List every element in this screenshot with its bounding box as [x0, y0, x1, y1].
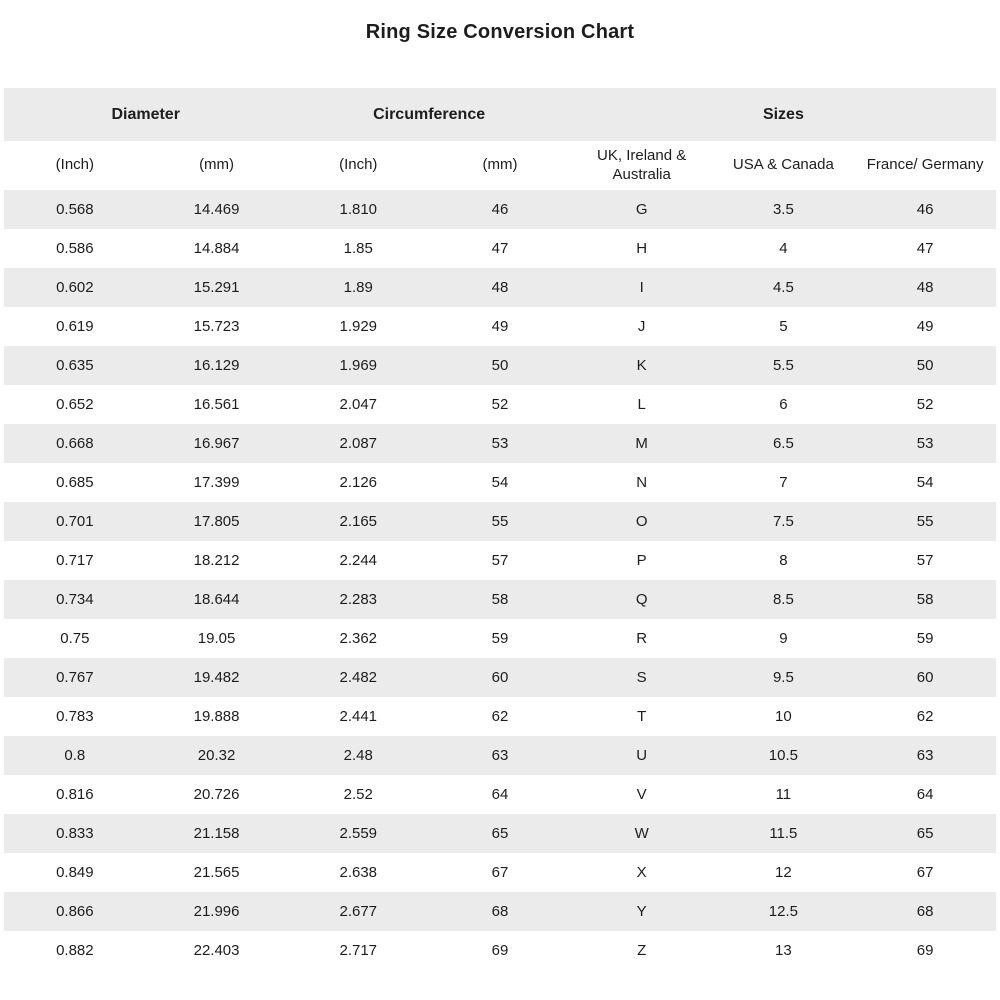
conversion-table [4, 88, 996, 970]
table-cell: 0.816 [56, 786, 94, 803]
table-cell: 0.685 [56, 474, 94, 491]
table-cell: 68 [491, 903, 509, 920]
table-cell: 64 [491, 786, 509, 803]
table-row [4, 502, 996, 541]
table-cell: K [636, 357, 647, 374]
table-cell: 59 [491, 630, 509, 647]
table-row [4, 307, 996, 346]
table-cell: 48 [916, 279, 934, 296]
table-cell: 2.441 [339, 708, 378, 725]
table-cell: 7 [779, 474, 788, 491]
table-cell: 60 [916, 669, 934, 686]
table-cell: 1.929 [339, 318, 378, 335]
table-cell: 57 [491, 552, 509, 569]
table-cell: 10.5 [768, 747, 798, 764]
table-cell: 54 [916, 474, 934, 491]
table-cell: 2.677 [339, 903, 378, 920]
column-header-diameter-inch: (Inch) [55, 156, 95, 174]
table-cell: 48 [491, 279, 509, 296]
table-cell: 2.52 [343, 786, 373, 803]
table-cell: 67 [916, 864, 934, 881]
table-cell: 60 [491, 669, 509, 686]
table-cell: N [636, 474, 648, 491]
table-cell: 7.5 [772, 513, 794, 530]
table-row [4, 385, 996, 424]
table-cell: 0.734 [56, 591, 94, 608]
table-cell: 1.89 [343, 279, 373, 296]
table-cell: 49 [916, 318, 934, 335]
table-cell: 58 [491, 591, 509, 608]
table-cell: M [635, 435, 648, 452]
table-cell: 6.5 [772, 435, 794, 452]
group-header-circumference: Circumference [373, 105, 486, 123]
table-cell: 2.087 [339, 435, 378, 452]
column-header-row [4, 141, 996, 190]
table-cell: 1.85 [343, 240, 373, 257]
table-cell: 2.638 [339, 864, 378, 881]
table-cell: 17.399 [193, 474, 240, 491]
table-cell: 67 [491, 864, 509, 881]
table-cell: 21.158 [193, 825, 240, 842]
table-cell: 6 [779, 396, 788, 413]
table-row [4, 463, 996, 502]
column-group-row [4, 88, 996, 141]
table-row [4, 775, 996, 814]
table-cell: 16.967 [193, 435, 240, 452]
table-cell: 20.32 [197, 747, 236, 764]
table-cell: 0.849 [56, 864, 94, 881]
table-cell: 20.726 [193, 786, 240, 803]
table-cell: 0.8 [64, 747, 86, 764]
table-cell: 64 [916, 786, 934, 803]
table-cell: 0.717 [56, 552, 94, 569]
table-cell: 2.126 [339, 474, 378, 491]
table-cell: 2.362 [339, 630, 378, 647]
table-cell: 13 [775, 942, 792, 959]
column-header-uk-ireland-australia: UK, Ireland & Australia [597, 146, 687, 183]
table-cell: 63 [491, 747, 509, 764]
table-cell: 2.047 [339, 396, 378, 413]
table-cell: 17.805 [193, 513, 240, 530]
table-cell: 12.5 [768, 903, 798, 920]
table-cell: 4.5 [772, 279, 794, 296]
table-cell: 8 [779, 552, 788, 569]
table-cell: X [636, 864, 647, 881]
table-cell: 53 [491, 435, 509, 452]
table-cell: 14.469 [193, 201, 240, 218]
table-cell: 46 [916, 201, 934, 218]
table-cell: 68 [916, 903, 934, 920]
table-cell: G [635, 201, 648, 218]
table-body [4, 190, 996, 970]
table-cell: 69 [916, 942, 934, 959]
table-cell: 15.723 [193, 318, 240, 335]
table-cell: 62 [491, 708, 509, 725]
table-cell: 55 [916, 513, 934, 530]
table-cell: 19.888 [193, 708, 240, 725]
table-cell: 0.619 [56, 318, 94, 335]
table-cell: 55 [491, 513, 509, 530]
table-cell: 0.586 [56, 240, 94, 257]
table-cell: 9.5 [772, 669, 794, 686]
table-cell: U [636, 747, 648, 764]
table-cell: 58 [916, 591, 934, 608]
table-cell: 12 [775, 864, 792, 881]
table-cell: 0.701 [56, 513, 94, 530]
table-cell: 0.767 [56, 669, 94, 686]
page-title: Ring Size Conversion Chart [365, 21, 635, 43]
table-row [4, 268, 996, 307]
table-row [4, 658, 996, 697]
table-cell: 18.644 [193, 591, 240, 608]
table-cell: 2.283 [339, 591, 378, 608]
table-cell: 54 [491, 474, 509, 491]
table-cell: 1.810 [339, 201, 378, 218]
table-cell: 62 [916, 708, 934, 725]
table-cell: 65 [916, 825, 934, 842]
table-cell: 16.129 [193, 357, 240, 374]
table-cell: V [636, 786, 647, 803]
table-cell: 53 [916, 435, 934, 452]
table-row [4, 346, 996, 385]
table-cell: 15.291 [193, 279, 240, 296]
table-cell: J [637, 318, 646, 335]
table-cell: 2.165 [339, 513, 378, 530]
table-cell: 0.652 [56, 396, 94, 413]
table-cell: 2.717 [339, 942, 378, 959]
table-cell: 11 [775, 786, 792, 803]
table-row [4, 229, 996, 268]
table-row [4, 424, 996, 463]
column-header-circumference-mm: (mm) [482, 156, 518, 174]
table-cell: 22.403 [193, 942, 240, 959]
table-row [4, 853, 996, 892]
table-cell: 8.5 [772, 591, 794, 608]
table-row [4, 931, 996, 970]
group-header-sizes: Sizes [762, 105, 804, 123]
table-cell: 19.05 [197, 630, 236, 647]
table-cell: 14.884 [193, 240, 240, 257]
table-cell: 2.48 [343, 747, 373, 764]
table-cell: Y [636, 903, 647, 920]
table-cell: W [634, 825, 649, 842]
table-cell: 0.635 [56, 357, 94, 374]
table-cell: S [636, 669, 647, 686]
column-header-france-germany: France/ Germany [866, 156, 984, 174]
table-cell: 47 [491, 240, 509, 257]
table-cell: 46 [491, 201, 509, 218]
table-cell: 21.565 [193, 864, 240, 881]
table-header [4, 88, 996, 190]
table-row [4, 892, 996, 931]
table-cell: T [637, 708, 647, 725]
table-cell: 47 [916, 240, 934, 257]
table-cell: 52 [491, 396, 509, 413]
table-cell: 57 [916, 552, 934, 569]
table-cell: L [637, 396, 646, 413]
column-header-diameter-mm: (mm) [199, 156, 235, 174]
table-cell: 49 [491, 318, 509, 335]
table-cell: 3.5 [772, 201, 794, 218]
table-cell: 18.212 [193, 552, 240, 569]
table-cell: 69 [491, 942, 509, 959]
table-row [4, 619, 996, 658]
table-cell: R [636, 630, 648, 647]
table-cell: 0.833 [56, 825, 94, 842]
table-cell: 0.783 [56, 708, 94, 725]
table-cell: 4 [779, 240, 788, 257]
table-cell: 52 [916, 396, 934, 413]
table-cell: 9 [779, 630, 788, 647]
column-header-circumference-inch: (Inch) [339, 156, 378, 174]
group-header-diameter: Diameter [111, 105, 180, 123]
table-cell: 11.5 [769, 825, 798, 842]
table-cell: 5.5 [772, 357, 794, 374]
table-cell: Q [635, 591, 648, 608]
table-cell: 16.561 [193, 396, 240, 413]
table-cell: 0.75 [60, 630, 90, 647]
table-cell: Z [637, 942, 647, 959]
table-cell: 21.996 [193, 903, 240, 920]
table-cell: 19.482 [193, 669, 240, 686]
table-cell: 0.866 [56, 903, 94, 920]
table-cell: P [636, 552, 647, 569]
table-cell: 2.244 [339, 552, 378, 569]
table-cell: 65 [491, 825, 509, 842]
table-cell: 63 [916, 747, 934, 764]
table-row [4, 697, 996, 736]
table-cell: 5 [779, 318, 788, 335]
table-cell: 0.602 [56, 279, 94, 296]
table-cell: 0.668 [56, 435, 94, 452]
table-row [4, 736, 996, 775]
table-cell: 1.969 [339, 357, 378, 374]
table-cell: 10 [775, 708, 792, 725]
column-header-usa-canada: USA & Canada [732, 156, 834, 174]
table-cell: 0.882 [56, 942, 94, 959]
table-cell: 50 [916, 357, 934, 374]
table-cell: 2.482 [339, 669, 378, 686]
table-row [4, 814, 996, 853]
table-cell: O [635, 513, 648, 530]
table-row [4, 190, 996, 229]
table-cell: 0.568 [56, 201, 94, 218]
table-cell: H [636, 240, 648, 257]
table-row [4, 541, 996, 580]
table-cell: 2.559 [339, 825, 378, 842]
table-cell: 50 [491, 357, 509, 374]
table-cell: 59 [916, 630, 934, 647]
table-cell: I [639, 279, 644, 296]
table-row [4, 580, 996, 619]
